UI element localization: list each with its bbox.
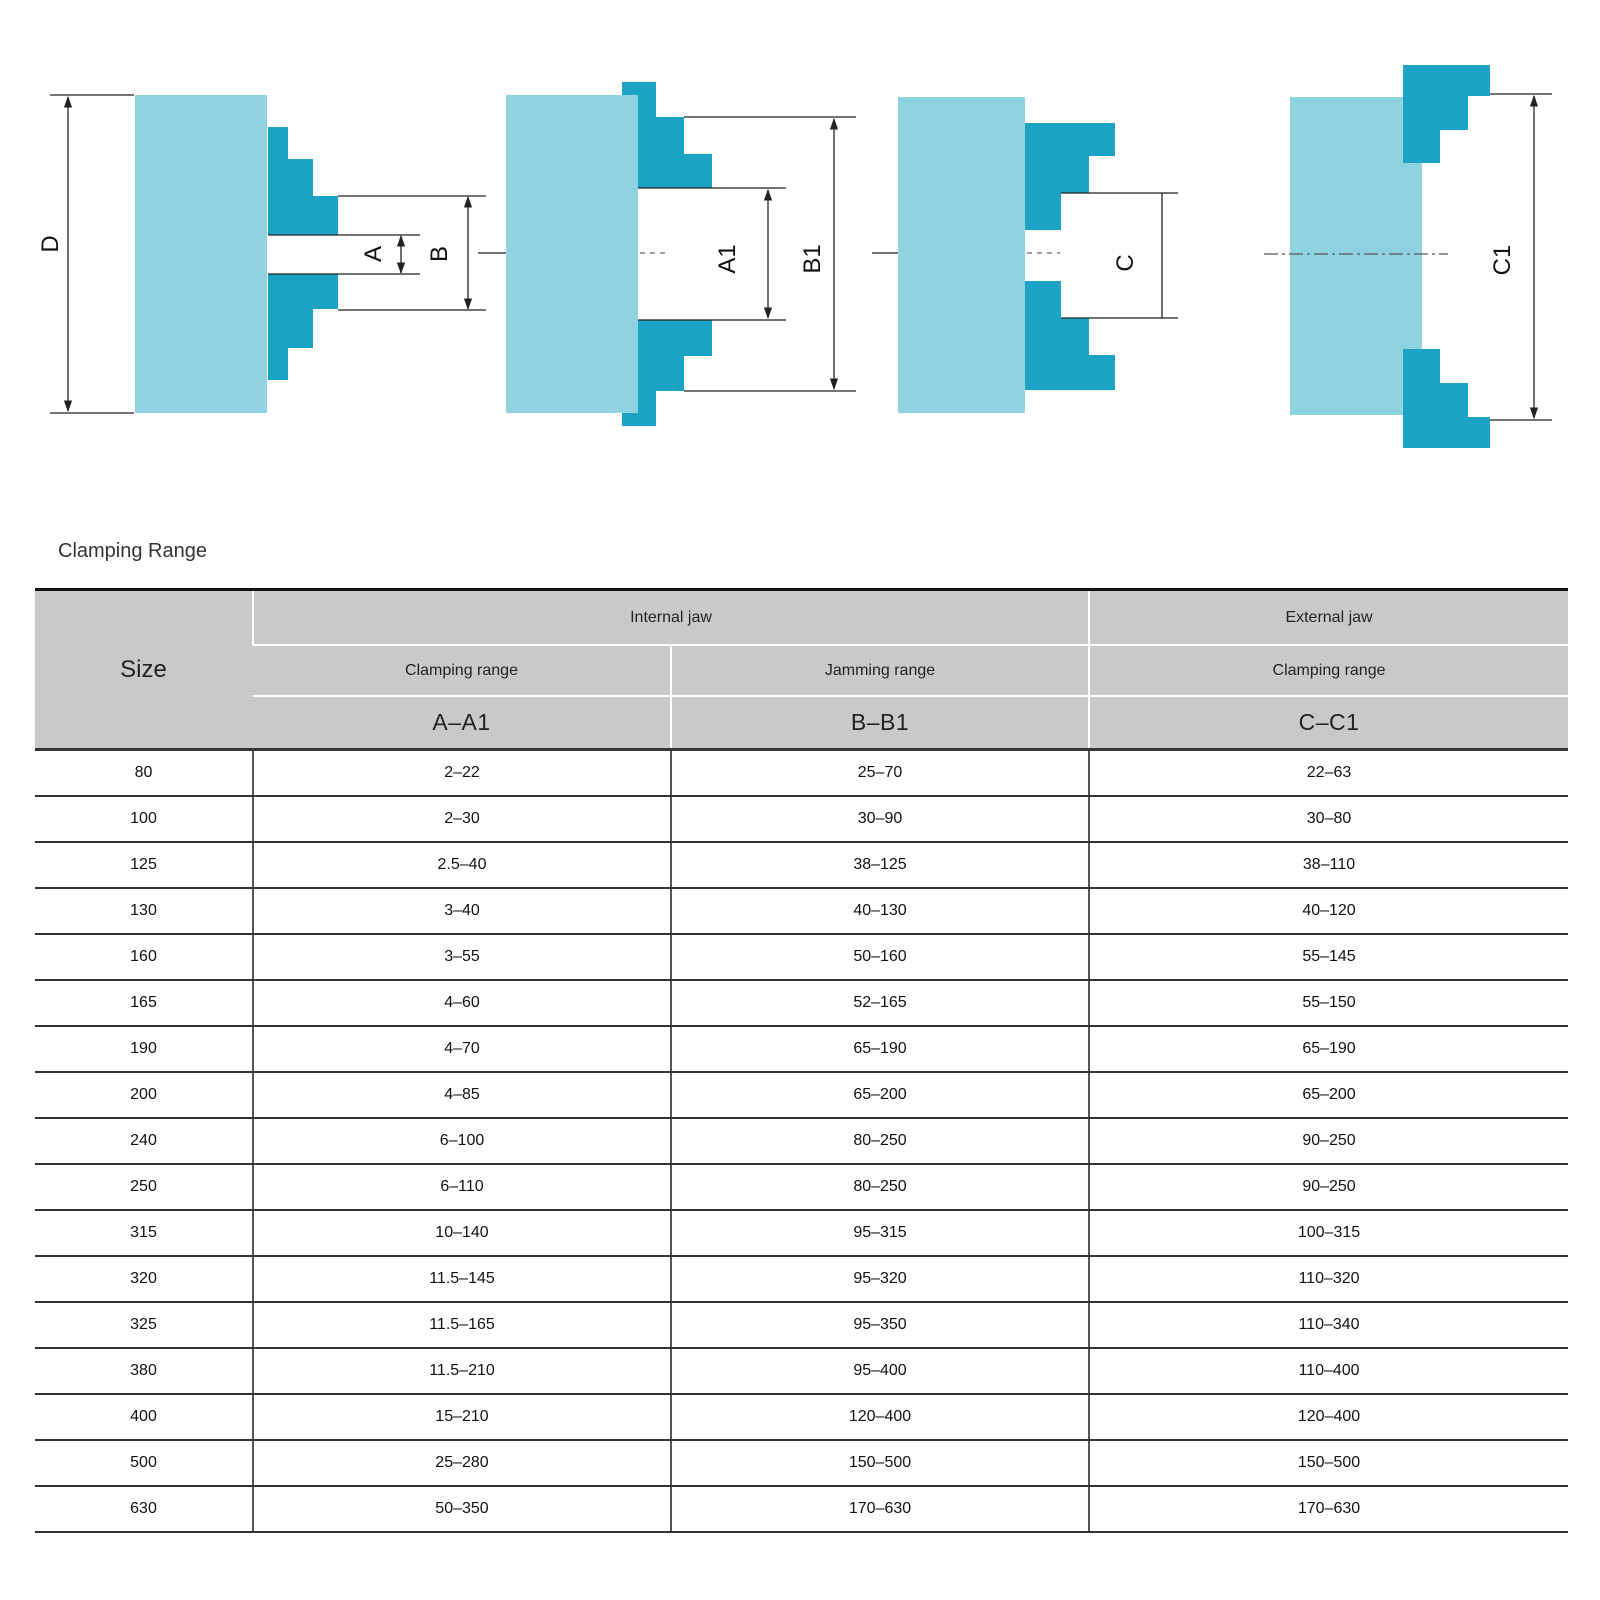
table-row xyxy=(35,1026,1568,1072)
cell-b-b1: 120–400 xyxy=(671,1394,1089,1440)
cell-size: 160 xyxy=(35,934,253,980)
label-b: B xyxy=(426,245,453,263)
lower-jaw xyxy=(1403,349,1490,448)
cell-a-a1: 25–280 xyxy=(253,1440,671,1486)
label-a: A xyxy=(360,245,387,263)
section-caption: Clamping Range xyxy=(58,540,207,562)
cell-a-a1: 6–100 xyxy=(253,1118,671,1164)
cell-a-a1: 11.5–210 xyxy=(253,1348,671,1394)
cell-b-b1: 30–90 xyxy=(671,796,1089,842)
cell-a-a1: 3–55 xyxy=(253,934,671,980)
cell-a-a1: 50–350 xyxy=(253,1486,671,1532)
clamping-range-table xyxy=(35,588,1568,1533)
cell-c-c1: 90–250 xyxy=(1089,1118,1568,1164)
header-internal-jaw: Internal jaw xyxy=(253,590,1089,646)
label-c: C xyxy=(1112,254,1139,272)
table-row xyxy=(35,1440,1568,1486)
header-internal-jamming-range: Jamming range xyxy=(671,645,1089,696)
cell-size: 315 xyxy=(35,1210,253,1256)
cell-b-b1: 52–165 xyxy=(671,980,1089,1026)
label-d: D xyxy=(37,235,64,253)
cell-c-c1: 110–340 xyxy=(1089,1302,1568,1348)
cell-size: 380 xyxy=(35,1348,253,1394)
figure-external-jaw-c xyxy=(872,97,1178,413)
table-row xyxy=(35,1256,1568,1302)
cell-a-a1: 11.5–145 xyxy=(253,1256,671,1302)
cell-b-b1: 150–500 xyxy=(671,1440,1089,1486)
table-row xyxy=(35,842,1568,888)
cell-c-c1: 22–63 xyxy=(1089,750,1568,797)
chuck-body xyxy=(506,95,638,413)
cell-a-a1: 4–85 xyxy=(253,1072,671,1118)
table-row xyxy=(35,1348,1568,1394)
table-body xyxy=(35,750,1568,1533)
cell-a-a1: 15–210 xyxy=(253,1394,671,1440)
table-row xyxy=(35,1486,1568,1532)
table-row xyxy=(35,934,1568,980)
table-row xyxy=(35,1394,1568,1440)
lower-jaw xyxy=(268,274,338,380)
cell-size: 400 xyxy=(35,1394,253,1440)
cell-b-b1: 170–630 xyxy=(671,1486,1089,1532)
cell-c-c1: 120–400 xyxy=(1089,1394,1568,1440)
cell-size: 80 xyxy=(35,750,253,797)
cell-size: 100 xyxy=(35,796,253,842)
chuck-body xyxy=(135,95,267,413)
table-row xyxy=(35,980,1568,1026)
cell-b-b1: 95–350 xyxy=(671,1302,1089,1348)
cell-b-b1: 65–190 xyxy=(671,1026,1089,1072)
cell-size: 320 xyxy=(35,1256,253,1302)
cell-c-c1: 110–320 xyxy=(1089,1256,1568,1302)
cell-c-c1: 40–120 xyxy=(1089,888,1568,934)
cell-b-b1: 80–250 xyxy=(671,1118,1089,1164)
cell-size: 325 xyxy=(35,1302,253,1348)
cell-a-a1: 4–70 xyxy=(253,1026,671,1072)
cell-c-c1: 30–80 xyxy=(1089,796,1568,842)
cell-c-c1: 90–250 xyxy=(1089,1164,1568,1210)
cell-a-a1: 3–40 xyxy=(253,888,671,934)
cell-c-c1: 55–150 xyxy=(1089,980,1568,1026)
figure-internal-jaw-a1-b1 xyxy=(478,82,856,426)
header-col-c-c1: C–C1 xyxy=(1089,696,1568,750)
chuck-body xyxy=(1290,97,1422,415)
cell-size: 240 xyxy=(35,1118,253,1164)
header-size: Size xyxy=(35,590,253,750)
figure-internal-jaw-a-b xyxy=(37,95,486,413)
cell-size: 130 xyxy=(35,888,253,934)
chuck-dimension-diagram xyxy=(0,0,1600,470)
cell-a-a1: 10–140 xyxy=(253,1210,671,1256)
cell-b-b1: 65–200 xyxy=(671,1072,1089,1118)
table-row xyxy=(35,1118,1568,1164)
table-row xyxy=(35,1072,1568,1118)
lower-jaw xyxy=(1025,281,1115,390)
cell-a-a1: 6–110 xyxy=(253,1164,671,1210)
cell-c-c1: 55–145 xyxy=(1089,934,1568,980)
cell-size: 500 xyxy=(35,1440,253,1486)
label-b1: B1 xyxy=(799,244,826,274)
cell-size: 630 xyxy=(35,1486,253,1532)
cell-c-c1: 100–315 xyxy=(1089,1210,1568,1256)
header-internal-clamping-range: Clamping range xyxy=(253,645,671,696)
cell-b-b1: 80–250 xyxy=(671,1164,1089,1210)
header-external-jaw: External jaw xyxy=(1089,590,1568,646)
cell-b-b1: 95–315 xyxy=(671,1210,1089,1256)
cell-size: 250 xyxy=(35,1164,253,1210)
table-row xyxy=(35,1210,1568,1256)
table-row xyxy=(35,796,1568,842)
cell-c-c1: 170–630 xyxy=(1089,1486,1568,1532)
header-col-b-b1: B–B1 xyxy=(671,696,1089,750)
cell-c-c1: 110–400 xyxy=(1089,1348,1568,1394)
cell-b-b1: 50–160 xyxy=(671,934,1089,980)
upper-jaw xyxy=(1025,123,1115,230)
table-row xyxy=(35,1164,1568,1210)
cell-b-b1: 38–125 xyxy=(671,842,1089,888)
cell-c-c1: 65–200 xyxy=(1089,1072,1568,1118)
upper-jaw xyxy=(1403,65,1490,163)
cell-size: 165 xyxy=(35,980,253,1026)
table-row xyxy=(35,750,1568,797)
cell-b-b1: 40–130 xyxy=(671,888,1089,934)
label-a1: A1 xyxy=(714,244,741,274)
cell-c-c1: 65–190 xyxy=(1089,1026,1568,1072)
cell-size: 125 xyxy=(35,842,253,888)
header-external-clamping-range: Clamping range xyxy=(1089,645,1568,696)
cell-a-a1: 11.5–165 xyxy=(253,1302,671,1348)
cell-a-a1: 4–60 xyxy=(253,980,671,1026)
header-col-a-a1: A–A1 xyxy=(253,696,671,750)
table-row xyxy=(35,888,1568,934)
upper-jaw xyxy=(268,127,338,235)
cell-b-b1: 25–70 xyxy=(671,750,1089,797)
cell-b-b1: 95–320 xyxy=(671,1256,1089,1302)
cell-a-a1: 2–30 xyxy=(253,796,671,842)
figure-external-jaw-c1 xyxy=(1264,65,1552,448)
cell-c-c1: 150–500 xyxy=(1089,1440,1568,1486)
table-row xyxy=(35,1302,1568,1348)
cell-size: 200 xyxy=(35,1072,253,1118)
cell-size: 190 xyxy=(35,1026,253,1072)
table-header xyxy=(35,590,1568,750)
cell-a-a1: 2–22 xyxy=(253,750,671,797)
cell-a-a1: 2.5–40 xyxy=(253,842,671,888)
label-c1: C1 xyxy=(1489,244,1516,276)
chuck-body xyxy=(898,97,1025,413)
cell-b-b1: 95–400 xyxy=(671,1348,1089,1394)
cell-c-c1: 38–110 xyxy=(1089,842,1568,888)
